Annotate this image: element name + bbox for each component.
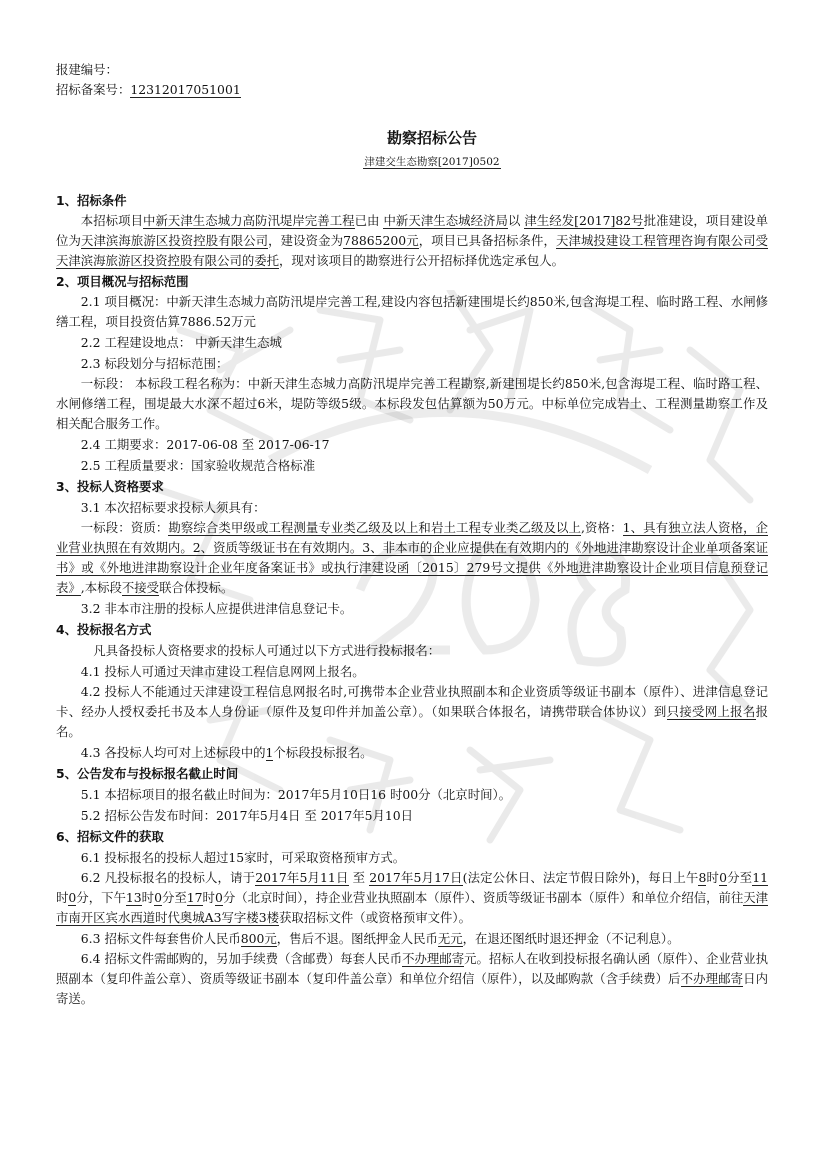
section-2-heading: 2、项目概况与招标范围 <box>56 274 189 289</box>
section-3-heading: 3、投标人资格要求 <box>56 479 164 494</box>
bid-record-label: 招标备案号： <box>56 82 131 97</box>
approver: 中新天津生态城经济局 <box>383 213 508 228</box>
bid-record-value: 12312017051001 <box>130 82 241 97</box>
bid-record-line <box>56 80 768 100</box>
qualification-intro: 3.1 本次招标要求投标人须具有： <box>80 500 266 515</box>
document-price: 6.3 招标文件每套售价人民币800元，售后不退。图纸押金人民币无元，在退还图纸时退还押金（不记利息）。 <box>80 931 680 946</box>
non-local-requirement: 3.2 非本市注册的投标人应提供进津信息登记卡。 <box>80 601 353 616</box>
approval-number: 津生经发[2017]82号 <box>524 213 644 228</box>
report-number-label: 报建编号： <box>56 62 118 77</box>
document-number <box>56 152 768 172</box>
agent: 天津城投建设工程管理咨询有限公司受天津滨海旅游区投资控股有限公司的委托 <box>56 233 769 268</box>
joint-venture-policy: 不接受 <box>121 580 160 595</box>
project-name: 中新天津生态城力高防汛堤岸完善工程 <box>143 213 355 228</box>
funds: 78865200元 <box>343 233 419 248</box>
qualification-grade: 勘察综合类甲级或工程测量专业类乙级及以上和岩土工程专业类乙级及以上 <box>168 520 581 535</box>
section-division: 2.3 标段划分与招标范围： <box>80 356 229 371</box>
prequalification-note: 6.1 投标报名的投标人超过15家时，可采取资格预审方式。 <box>80 850 406 865</box>
section-6-heading: 6、招标文件的获取 <box>56 829 164 844</box>
notice-content <box>56 60 768 1009</box>
registration-offline: 4.2 投标人不能通过天津建设工程信息网报名时,可携带本企业营业执照副本和企业资质等级证书副本（原件）、进津信息登记卡、经办人授权委托书及本人身份证（原件及复印件并加盖公章）。（如果联合体报名，请携带联合体协议）到只接受网上报名报名。 <box>56 684 769 739</box>
online-only-note: 只接受网上报名 <box>666 704 756 719</box>
document-number-text: 津建交生态勘察[2017]0502 <box>364 156 500 168</box>
quality-requirement: 2.5 工程质量要求：国家验收规范合格标准 <box>80 458 316 473</box>
registration-intro: 凡具备投标人资格要求的投标人可通过以下方式进行投标报名： <box>93 643 441 658</box>
report-number-line <box>56 60 768 80</box>
section-4-heading: 4、投标报名方式 <box>56 622 152 637</box>
lot-1-qualification: 一标段：资质：勘察综合类甲级或工程测量专业类乙级及以上和岩土工程专业类乙级及以上,资格：1、具有独立法人资格，企业营业执照在有效期内。2、资质等级证书在有效期内。3、非本市的企业应提供在有效期内的《外地进津勘察设计企业单项备案证书》或《外地进津勘察设计企业年度备案证书》或执行津建设函〔2015〕279号文提供《外地进津勘察设计企业项目信息预登记表》,本标段不接受联合体投标。 <box>56 520 769 595</box>
section-1-text: 本招标项目中新天津生态城力高防汛堤岸完善工程已由 中新天津生态城经济局以 津生经发[2017]82号批准建设，项目建设单位为天津滨海旅游区投资控股有限公司，建设资金为78865200元，项目已具备招标条件，天津城投建设工程管理咨询有限公司受天津滨海旅游区投资控股有限公司的委托，现对该项目的勘察进行公开招标择优选定承包人。 <box>56 213 769 268</box>
lot-registration: 4.3 各投标人均可对上述标段中的1个标段投标报名。 <box>80 745 373 760</box>
publish-period: 5.2 招标公告发布时间：2017年5月4日 至 2017年5月10日 <box>80 808 414 823</box>
lot-1-scope: 一标段： 本标段工程名称为：中新天津生态城力高防汛堤岸完善工程勘察,新建围堤长约850米,包含海堤工程、临时路工程、水闸修缮工程，围堤最大水深不超过6米，堤防等级5级。本标段发包估算额为50万元。中标单位完成岩土、工程测量勘察工作及相关配合服务工作。 <box>56 376 768 431</box>
project-location: 2.2 工程建设地点： 中新天津生态城 <box>80 335 282 350</box>
owner: 天津滨海旅游区投资控股有限公司 <box>80 233 269 248</box>
registration-deadline: 5.1 本招标项目的报名截止时间为：2017年5月10日16 时00分（北京时间）。 <box>80 787 512 802</box>
mail-order: 6.4 招标文件需邮购的，另加手续费（含邮费）每套人民币不办理邮寄元。招标人在收到投标报名确认函（原件）、企业营业执照副本（复印件盖公章）、资质等级证书副本（复印件盖公章）和单位介绍信（原件），以及邮购款（含手续费）后不办理邮寄日内寄送。 <box>56 951 769 1006</box>
project-overview: 2.1 项目概况：中新天津生态城力高防汛堤岸完善工程,建设内容包括新建围堤长约850米,包含海堤工程、临时路工程、水闸修缮工程，项目投资估算7886.52万元 <box>56 294 768 329</box>
document-pickup: 6.2 凡投标报名的投标人，请于2017年5月11日 至 2017年5月17日(法定公休日、法定节假日除外)，每日上午8时0分至11时0分，下午13时0分至17时0分（北京时间），持企业营业执照副本（原件）、资质等级证书副本（原件）和单位介绍信，前往天津市南开区宾水西道时代奥城A3写字楼3楼获取招标文件（或资格预审文件）。 <box>56 870 769 925</box>
schedule: 2.4 工期要求：2017-06-08 至 2017-06-17 <box>80 437 330 452</box>
page-title: 勘察招标公告 <box>386 129 477 147</box>
section-1-heading: 1、招标条件 <box>56 193 127 208</box>
section-5-heading: 5、公告发布与投标报名截止时间 <box>56 766 239 781</box>
pickup-address: 天津市南开区宾水西道时代奥城A3写字楼3楼 <box>56 890 769 925</box>
registration-online: 4.1 投标人可通过天津市建设工程信息网网上报名。 <box>80 664 365 679</box>
qualification-conditions: 1、具有独立法人资格，企业营业执照在有效期内。2、资质等级证书在有效期内。3、非本市的企业应提供在有效期内的《外地进津勘察设计企业单项备案证书》或《外地进津勘察设计企业年度备案证书》或执行津建设函〔2015〕279号文提供《外地进津勘察设计企业项目信息预登记表》 <box>56 520 769 595</box>
